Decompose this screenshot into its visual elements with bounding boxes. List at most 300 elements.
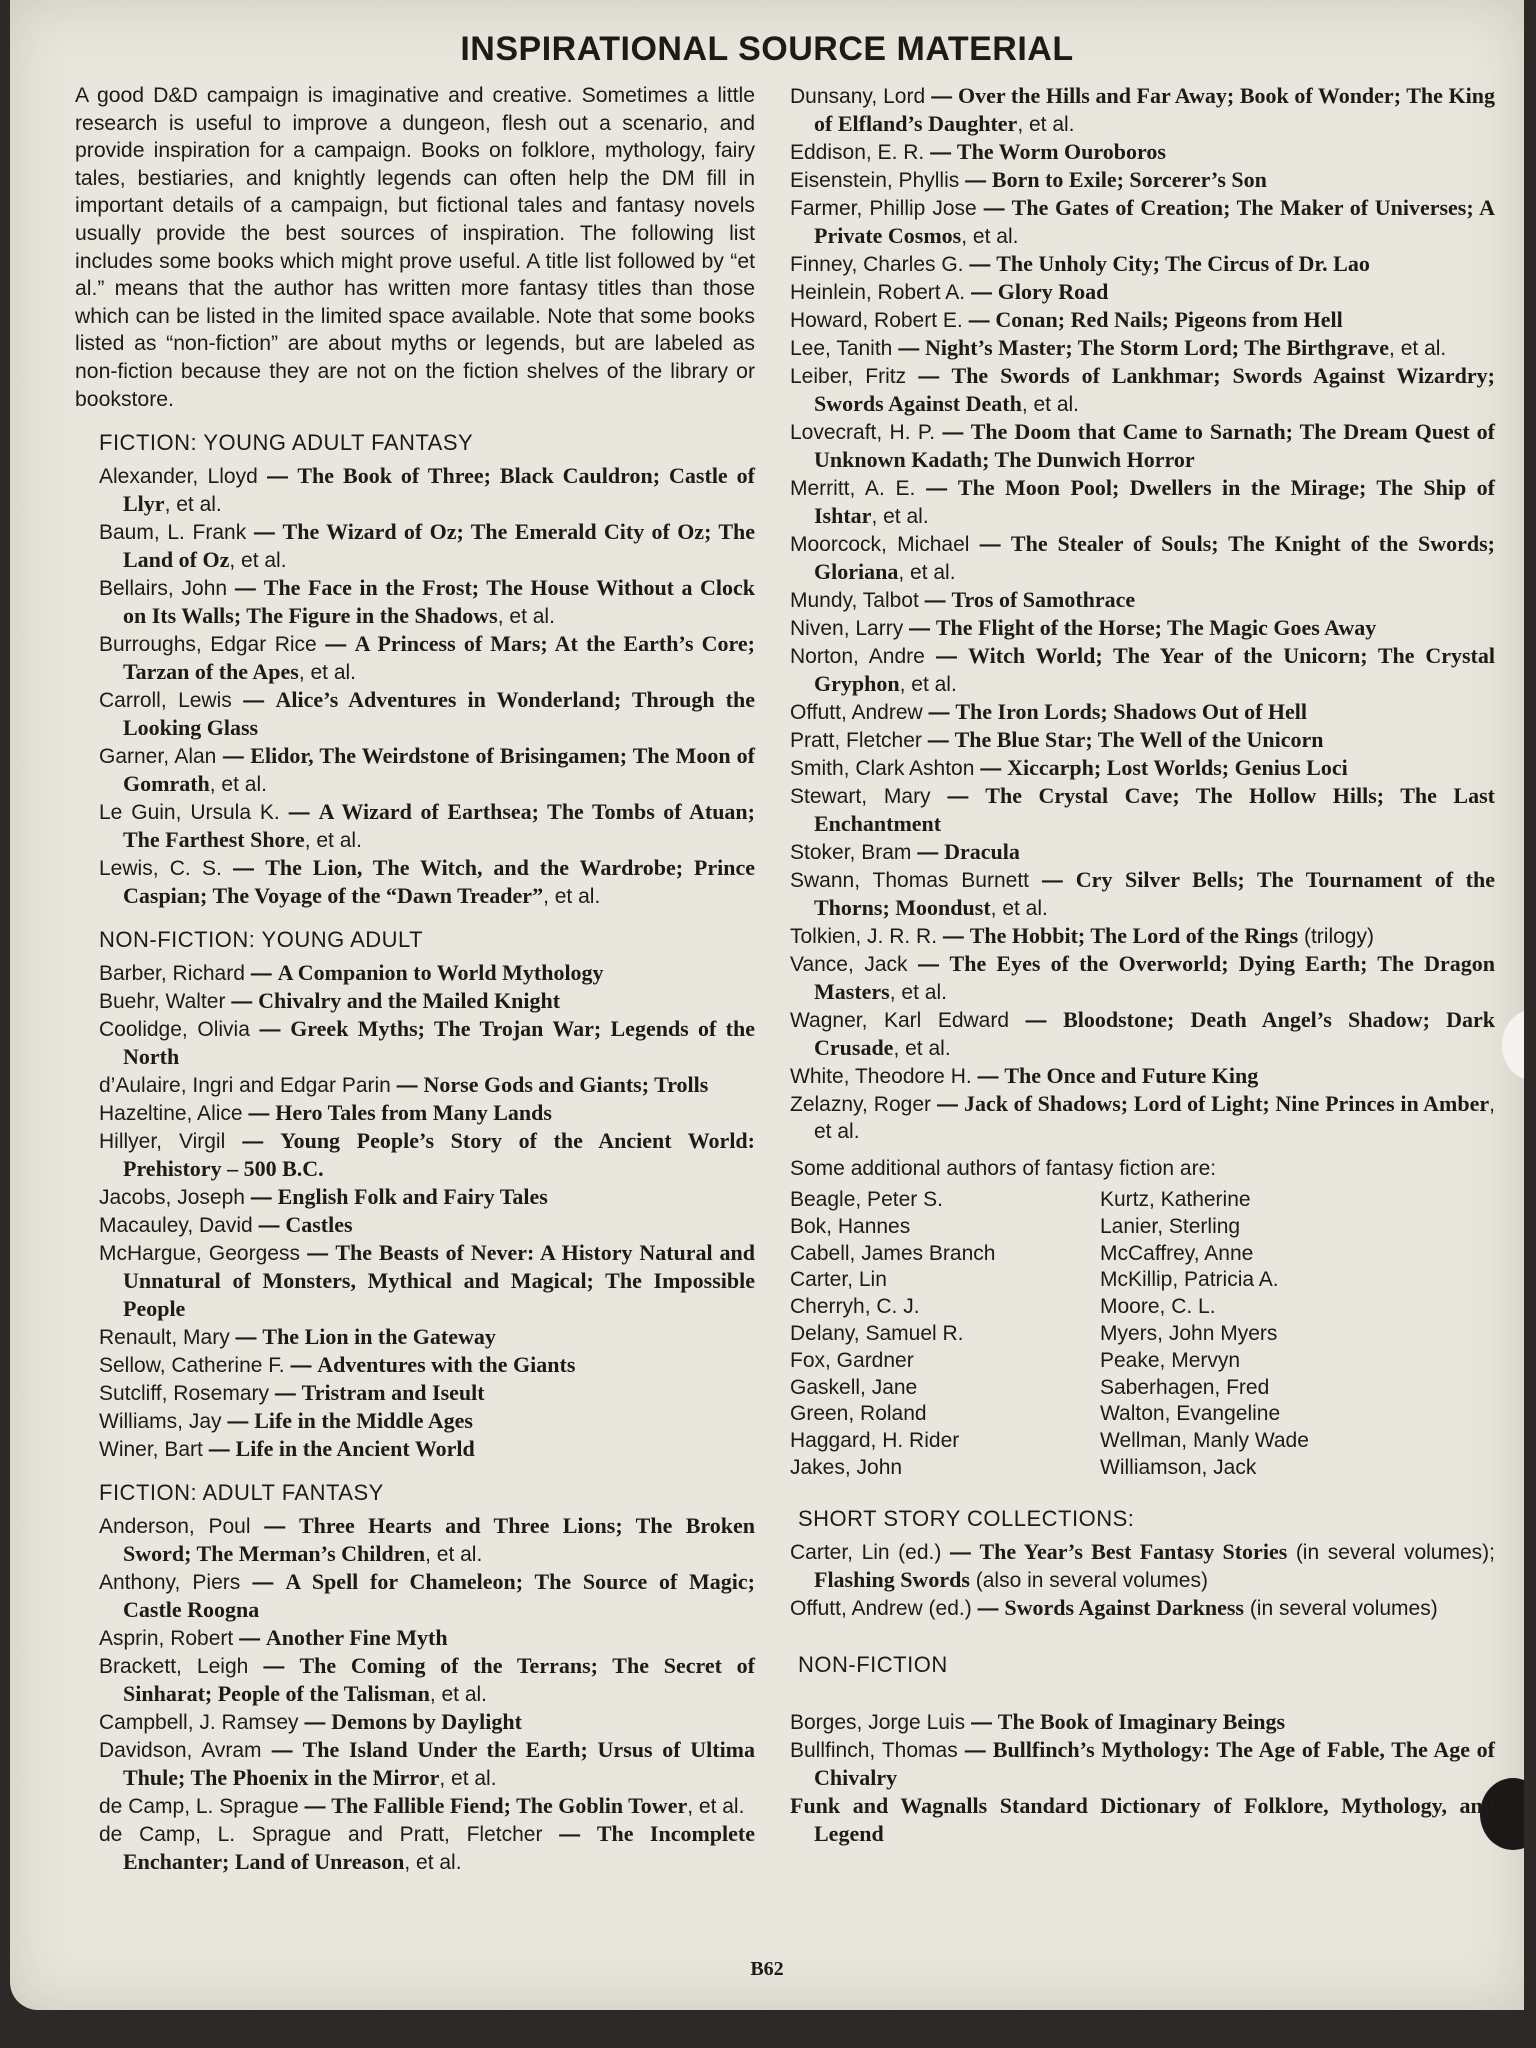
list-item [99, 630, 755, 686]
entry-titles: The Coming of the Terrans; The Secret of Sinharat; People of the Talisman [123, 1653, 755, 1707]
entry-titles: The Wizard of Oz; The Emerald City of Oz; The Land of Oz [123, 519, 756, 573]
list-item [790, 698, 1495, 726]
entry-separator: — [298, 1711, 332, 1735]
entry-titles: A Princess of Mars; At the Earth’s Core; Tarzan of the Apes [123, 631, 755, 685]
entry-separator: — [225, 990, 259, 1014]
entry-author: Eddison, E. R. [790, 141, 925, 164]
entry-titles: The Moon Pool; Dwellers in the Mirage; The Ship of Ishtar [814, 475, 1496, 528]
entry-separator: — [918, 589, 952, 612]
list-item [99, 1792, 755, 1820]
entry-titles: Over the Hills and Far Away; Book of Wonder; The King of Elfland’s Daughter [814, 83, 1495, 136]
entry-separator: — [248, 1655, 300, 1679]
entry-titles: A Companion to World Mythology [277, 960, 604, 986]
entry-titles: Glory Road [997, 279, 1109, 304]
entry-author: Baum, L. Frank [99, 521, 247, 545]
list-item [790, 1538, 1495, 1594]
entry-note: , et al. [961, 225, 1019, 248]
entry-note: , et al. [298, 661, 357, 685]
list-item [99, 1323, 755, 1351]
entry-titles: Norse Gods and Giants; Trolls [423, 1072, 709, 1098]
entry-separator: — [963, 253, 997, 276]
entry-titles: The Lion, The Witch, and the Wardrobe; Prince Caspian; The Voyage of the “Dawn Treader” [123, 855, 755, 909]
entry-separator: — [279, 801, 319, 825]
list-item [790, 1062, 1495, 1090]
list-item [99, 1211, 755, 1239]
entry-author: Burroughs, Edgar Rice [99, 633, 317, 657]
entry-separator: — [542, 1823, 597, 1847]
entry-titles: The Doom that Came to Sarnath; The Dream Quest of Unknown Kadath; The Dunwich Horror [814, 419, 1495, 472]
entry-author: Buehr, Walter [99, 990, 226, 1014]
entry-titles: A Wizard of Earthsea; The Tombs of Atuan; The Farthest Shore [123, 799, 755, 853]
entry-titles: Jack of Shadows; Lord of Light; Nine Princes in Amber [963, 1091, 1490, 1116]
entry-author: Merritt, A. E. [790, 477, 916, 500]
additional-author: Peake, Mervyn [1100, 1348, 1241, 1372]
list-item [790, 922, 1495, 950]
additional-author: Lanier, Sterling [1100, 1214, 1241, 1238]
additional-author: Saberhagen, Fred [1100, 1375, 1270, 1399]
entry-separator: — [299, 1242, 336, 1266]
entry-titles: Hero Tales from Many Lands [275, 1100, 552, 1126]
list-item [99, 1071, 755, 1099]
entry-author: Jacobs, Joseph [99, 1186, 245, 1210]
entry-author: Le Guin, Ursula K. [99, 801, 280, 825]
entry-separator: — [229, 1326, 263, 1350]
entry-author: Barber, Richard [99, 962, 245, 986]
entry-author: Sutcliff, Rosemary [99, 1382, 269, 1406]
entry-titles: The Flight of the Horse; The Magic Goes Away [935, 615, 1377, 640]
additional-authors-heading: Some additional authors of fantasy fiction are: [790, 1157, 1217, 1180]
list-item [790, 1090, 1495, 1145]
entry-list [790, 1708, 1495, 1848]
entry-separator: — [965, 1710, 998, 1734]
additional-author: Beagle, Peter S. [790, 1188, 943, 1211]
list-item [99, 1736, 755, 1792]
entry-note: , et al. [497, 605, 555, 629]
entry-author: de Camp, L. Sprague and Pratt, Fletcher [99, 1823, 543, 1847]
entry-author: Swann, Thomas Burnett [790, 869, 1030, 892]
list-item [790, 838, 1495, 866]
entry-separator: — [921, 729, 955, 752]
book-page [10, 0, 1524, 2010]
entry-titles: Funk and Wagnalls Standard Dictionary of Folklore, Mythology, and Legend [790, 1792, 1495, 1846]
additional-author: Myers, John Myers [1100, 1321, 1278, 1345]
entry-note: (in several volumes) [1243, 1596, 1438, 1620]
entry-author: Stewart, Mary [790, 785, 931, 808]
additional-authors-left [790, 1187, 1100, 1482]
entry-titles: Demons by Daylight [331, 1709, 522, 1735]
entry-author: Tolkien, J. R. R. [790, 925, 938, 948]
entry-separator: — [915, 477, 958, 500]
entry-note: (also in several volumes) [969, 1568, 1208, 1592]
entry-titles: Greek Myths; The Trojan War; Legends of the North [123, 1016, 756, 1070]
entry-author: Heinlein, Robert A. [790, 281, 966, 304]
entry-note: , et al. [543, 885, 601, 909]
entry-note: , et al. [429, 1683, 488, 1707]
entry-separator: — [298, 1795, 332, 1819]
list-item [790, 754, 1495, 782]
list-item [99, 1435, 755, 1463]
entry-titles: The Book of Three; Black Cauldron; Castle of Llyr [123, 463, 755, 517]
entry-titles: Castles [285, 1212, 353, 1238]
list-item [99, 742, 755, 798]
entry-author: Williams, Jay [99, 1410, 222, 1434]
list-item [790, 1594, 1495, 1622]
section-young-adult-fiction [75, 430, 755, 910]
entry-author: Alexander, Lloyd [99, 465, 258, 489]
entry-titles: The Year’s Best Fantasy Stories [979, 1538, 1288, 1564]
entry-separator: — [931, 1093, 964, 1116]
entry-author: McHargue, Georgess [99, 1242, 300, 1266]
entry-separator: — [957, 1738, 993, 1762]
entry-titles: The Stealer of Souls; The Knight of the Swords; Gloriana [814, 531, 1495, 584]
additional-author: Moore, C. L. [1100, 1295, 1216, 1319]
entry-author: Coolidge, Olivia [99, 1018, 250, 1042]
entry-separator: — [316, 633, 355, 657]
entry-separator: — [962, 309, 996, 332]
entry-titles: Conan; Red Nails; Pigeons from Hell [995, 307, 1343, 332]
list-item [99, 987, 755, 1015]
entry-separator: — [941, 1540, 980, 1564]
entry-list [75, 462, 755, 910]
entry-author: Bellairs, John [99, 577, 228, 601]
entry-titles: Life in the Ancient World [235, 1436, 475, 1462]
entry-separator: — [974, 757, 1008, 780]
entry-titles: Chivalry and the Mailed Knight [258, 988, 561, 1014]
list-item [99, 854, 755, 910]
list-item [99, 1652, 755, 1708]
entry-separator: — [971, 1065, 1005, 1088]
entry-titles: Cry Silver Bells; The Tournament of the Thorns; Moondust [814, 867, 1495, 920]
entry-titles: The Eyes of the Overworld; Dying Earth; The Dragon Masters [814, 951, 1495, 1004]
list-item [99, 1624, 755, 1652]
entry-author: Hillyer, Virgil [99, 1130, 226, 1154]
entry-separator: — [221, 1410, 255, 1434]
additional-author: Delany, Samuel R. [790, 1321, 964, 1345]
entry-separator: — [925, 85, 959, 108]
entry-separator: — [935, 421, 971, 444]
entry-titles: The Beasts of Never: A History Natural and Unnatural of Monsters, Mythical and Magical; The Impossible People [123, 1240, 755, 1322]
entry-separator: — [1029, 869, 1076, 892]
entry-list [790, 82, 1495, 1145]
entry-author: Hazeltine, Alice [99, 1102, 243, 1126]
entry-titles: Bullfinch’s Mythology: The Age of Fable, The Age of Chivalry [814, 1736, 1496, 1790]
entry-note: , et al. [990, 897, 1048, 920]
additional-author: Cabell, James Branch [790, 1241, 996, 1265]
entry-author: Moorcock, Michael [790, 533, 970, 556]
entry-note: , et al. [425, 1543, 483, 1567]
list-item [99, 1407, 755, 1435]
entry-note: , et al. [893, 1037, 951, 1060]
entry-note: , et al. [687, 1795, 745, 1819]
entry-separator: — [261, 1739, 303, 1763]
entry-separator: — [240, 1571, 286, 1595]
short-story-heading: SHORT STORY COLLECTIONS: [798, 1505, 1135, 1531]
entry-separator: — [390, 1074, 424, 1098]
entry-titles: Night’s Master; The Storm Lord; The Birthgrave [925, 335, 1390, 360]
list-item [99, 574, 755, 630]
list-item [99, 1820, 755, 1876]
list-item [790, 1006, 1495, 1062]
entry-separator: — [231, 689, 276, 713]
entry-separator: — [1009, 1009, 1064, 1032]
entry-titles: The Face in the Frost; The House Without a Clock on Its Walls; The Figure in the Shadows [123, 575, 756, 629]
entry-author: Garner, Alan [99, 745, 217, 769]
entry-separator: — [242, 1102, 276, 1126]
entry-separator: — [969, 533, 1011, 556]
entry-titles: Tros of Samothrace [951, 587, 1136, 612]
entry-separator: — [907, 953, 950, 976]
entry-note: (in several volumes); [1287, 1540, 1495, 1564]
list-item [99, 1512, 755, 1568]
additional-author: Williamson, Jack [1100, 1455, 1257, 1479]
entry-separator: — [244, 1186, 278, 1210]
entry-note: , et al. [229, 549, 287, 573]
entry-titles: Bloodstone; Death Angel’s Shadow; Dark Crusade [814, 1007, 1495, 1060]
page-title: INSPIRATIONAL SOURCE MATERIAL [460, 30, 1074, 68]
list-item [790, 530, 1495, 586]
entry-note: , et al. [889, 981, 947, 1004]
nonfiction-heading: NON-FICTION [798, 1651, 948, 1677]
entry-author: Stoker, Bram [790, 841, 912, 864]
entry-list [790, 1538, 1495, 1622]
additional-author: Jakes, John [790, 1455, 903, 1479]
entry-author: Borges, Jorge Luis [790, 1710, 966, 1734]
entry-titles: The Incomplete Enchanter; Land of Unreason [123, 1821, 755, 1875]
entry-note: , et al. [439, 1767, 497, 1791]
list-item [99, 959, 755, 987]
entry-author: Brackett, Leigh [99, 1655, 249, 1679]
entry-separator: — [924, 645, 969, 668]
entry-author: White, Theodore H. [790, 1065, 972, 1088]
entry-note: (trilogy) [1298, 925, 1374, 948]
entry-separator: — [252, 1214, 286, 1238]
list-item [790, 866, 1495, 922]
entry-author: Farmer, Phillip Jose [790, 197, 977, 220]
entry-separator: — [922, 701, 956, 724]
entry-list [75, 1512, 755, 1876]
entry-author: Mundy, Talbot [790, 589, 919, 612]
entry-separator: — [911, 841, 945, 864]
entry-separator: — [202, 1438, 236, 1462]
entry-author: Offutt, Andrew [790, 701, 923, 724]
additional-author: Green, Roland [790, 1402, 927, 1426]
list-item [790, 782, 1495, 838]
list-item [99, 1183, 755, 1211]
entry-separator: — [246, 521, 283, 545]
entry-titles: Flashing Swords [814, 1566, 970, 1592]
entry-titles: Life in the Middle Ages [254, 1408, 473, 1434]
entry-separator: — [244, 962, 278, 986]
entry-separator: — [892, 337, 926, 360]
entry-separator: — [976, 197, 1012, 220]
list-item [790, 1708, 1495, 1736]
list-item [790, 950, 1495, 1006]
list-item [790, 250, 1495, 278]
entry-note: , et al. [898, 561, 956, 584]
section-heading: FICTION: YOUNG ADULT FANTASY [99, 430, 474, 456]
entry-separator: — [216, 745, 251, 769]
entry-titles: The Unholy City; The Circus of Dr. Lao [996, 251, 1370, 276]
entry-titles: English Folk and Fairy Tales [277, 1184, 548, 1210]
entry-titles: Witch World; The Year of the Unicorn; The Crystal Gryphon [814, 643, 1495, 696]
entry-author: Carroll, Lewis [99, 689, 232, 713]
entry-author: Anderson, Poul [99, 1515, 251, 1539]
list-item [790, 1736, 1495, 1792]
entry-titles: The Fallible Fiend; The Goblin Tower [331, 1793, 688, 1819]
entry-note: , et al. [814, 1093, 1495, 1143]
entry-titles: The Iron Lords; Shadows Out of Hell [955, 699, 1308, 724]
entry-titles: Swords Against Darkness [1004, 1594, 1244, 1620]
additional-author: Wellman, Manly Wade [1100, 1429, 1309, 1453]
section-adult-fantasy [75, 1480, 755, 1876]
additional-author: Walton, Evangeline [1100, 1402, 1281, 1426]
entry-author: Macauley, David [99, 1214, 253, 1238]
list-item [99, 798, 755, 854]
entry-author: Lee, Tanith [790, 337, 893, 360]
list-item [790, 306, 1495, 334]
list-item [790, 166, 1495, 194]
entry-separator: — [249, 1018, 291, 1042]
right-column [790, 82, 1495, 1848]
entry-note: , et al. [209, 773, 267, 797]
list-item [790, 642, 1495, 698]
entry-titles: Alice’s Adventures in Wonderland; Through the Looking Glass [123, 687, 756, 741]
entry-titles: The Book of Imaginary Beings [997, 1708, 1286, 1734]
additional-author: McCaffrey, Anne [1100, 1241, 1254, 1265]
additional-author: Haggard, H. Rider [790, 1429, 960, 1453]
list-item [99, 1379, 755, 1407]
list-item [99, 1099, 755, 1127]
entry-separator: — [257, 465, 298, 489]
entry-separator: — [903, 617, 936, 640]
entry-titles: The Worm Ouroboros [956, 139, 1166, 164]
entry-author: Lewis, C. S. [99, 857, 222, 881]
entry-author: Zelazny, Roger [790, 1093, 931, 1116]
entry-author: Finney, Charles G. [790, 253, 964, 276]
list-item [790, 194, 1495, 250]
additional-author: Fox, Gardner [790, 1348, 914, 1372]
list-item [99, 1351, 755, 1379]
entry-separator: — [965, 281, 998, 304]
entry-note: , et al. [1021, 393, 1080, 416]
entry-list [75, 959, 755, 1463]
entry-separator: — [924, 141, 957, 164]
entry-note: , et al. [871, 505, 929, 528]
entry-titles: Elidor, The Weirdstone of Brisingamen; The Moon of Gomrath [123, 743, 755, 797]
list-item [790, 138, 1495, 166]
entry-author: Davidson, Avram [99, 1739, 262, 1763]
entry-titles: The Blue Star; The Well of the Unicorn [954, 727, 1324, 752]
list-item [790, 726, 1495, 754]
punch-hole-top [1502, 1010, 1524, 1080]
entry-titles: Tristram and Iseult [301, 1380, 485, 1406]
entry-titles: The Lion in the Gateway [262, 1324, 496, 1350]
entry-author: Asprin, Robert [99, 1627, 234, 1651]
additional-author: Gaskell, Jane [790, 1375, 918, 1399]
entry-separator: — [937, 925, 970, 948]
additional-authors [790, 1187, 1495, 1482]
entry-author: Winer, Bart [99, 1438, 203, 1462]
entry-author: Dunsany, Lord [790, 85, 926, 108]
list-item [99, 1708, 755, 1736]
entry-note: , et al. [404, 1851, 462, 1875]
list-item [790, 586, 1495, 614]
list-item [790, 418, 1495, 474]
additional-authors-right [1100, 1187, 1309, 1482]
entry-separator: — [221, 857, 266, 881]
left-column [75, 82, 755, 1876]
list-item [99, 1127, 755, 1183]
entry-titles: Dracula [944, 839, 1020, 864]
list-item [99, 1015, 755, 1071]
entry-titles: Three Hearts and Three Lions; The Broken Sword; The Merman’s Children [123, 1513, 755, 1567]
entry-titles: Young People’s Story of the Ancient World: Prehistory – 500 B.C. [123, 1128, 755, 1182]
additional-author: Kurtz, Katherine [1100, 1188, 1251, 1211]
entry-author: Eisenstein, Phyllis [790, 169, 960, 192]
entry-author: Wagner, Karl Edward [790, 1009, 1010, 1032]
entry-separator: — [971, 1596, 1005, 1620]
entry-titles: Adventures with the Giants [317, 1352, 576, 1378]
list-item [790, 362, 1495, 418]
entry-author: Pratt, Fletcher [790, 729, 922, 752]
additional-author: Cherryh, C. J. [790, 1295, 920, 1319]
entry-titles: The Once and Future King [1004, 1063, 1259, 1088]
list-item [99, 1568, 755, 1624]
additional-author: Carter, Lin [790, 1268, 887, 1292]
list-item [790, 82, 1495, 138]
additional-author: Bok, Hannes [790, 1214, 911, 1238]
list-item [790, 278, 1495, 306]
entry-author: Lovecraft, H. P. [790, 421, 936, 444]
entry-titles: A Spell for Chameleon; The Source of Magic; Castle Roogna [123, 1569, 756, 1623]
entry-author: Niven, Larry [790, 617, 904, 640]
entry-titles: Born to Exile; Sorcerer’s Son [991, 167, 1267, 192]
entry-separator: — [250, 1515, 299, 1539]
entry-titles: The Gates of Creation; The Maker of Universes; A Private Cosmos [814, 195, 1496, 248]
entry-titles: Xiccarph; Lost Worlds; Genius Loci [1007, 755, 1348, 780]
entry-note: , et al. [899, 673, 957, 696]
entry-note: , et al. [164, 493, 222, 517]
list-item [790, 614, 1495, 642]
entry-titles: The Swords of Lankhmar; Swords Against Wizardry; Swords Against Death [814, 363, 1496, 416]
entry-author: d’Aulaire, Ingri and Edgar Parin [99, 1074, 391, 1098]
list-item [99, 462, 755, 518]
entry-separator: — [227, 577, 264, 601]
entry-author: Renault, Mary [99, 1326, 230, 1350]
section-heading: FICTION: ADULT FANTASY [99, 1480, 384, 1506]
entry-note: , et al. [1389, 337, 1447, 360]
entry-author: Sellow, Catherine F. [99, 1354, 285, 1378]
entry-separator: — [930, 785, 986, 808]
entry-separator: — [233, 1627, 266, 1651]
list-item [790, 334, 1495, 362]
page-number: B62 [750, 1958, 784, 1980]
section-heading: NON-FICTION: YOUNG ADULT [99, 927, 424, 953]
additional-author: McKillip, Patricia A. [1100, 1268, 1279, 1292]
entry-titles: The Hobbit; The Lord of the Rings [969, 923, 1299, 948]
entry-separator: — [284, 1354, 318, 1378]
entry-author: Smith, Clark Ashton [790, 757, 975, 780]
entry-author: Leiber, Fritz [790, 365, 907, 388]
entry-author: Norton, Andre [790, 645, 925, 668]
entry-separator: — [959, 169, 992, 192]
entry-author: Offutt, Andrew (ed.) [790, 1596, 972, 1620]
entry-author: de Camp, L. Sprague [99, 1795, 299, 1819]
entry-titles: The Island Under the Earth; Ursus of Ultima Thule; The Phoenix in the Mirror [123, 1737, 756, 1791]
entry-separator: — [225, 1130, 281, 1154]
entry-author: Anthony, Piers [99, 1571, 241, 1595]
section-young-adult-nonfiction [75, 927, 755, 1463]
